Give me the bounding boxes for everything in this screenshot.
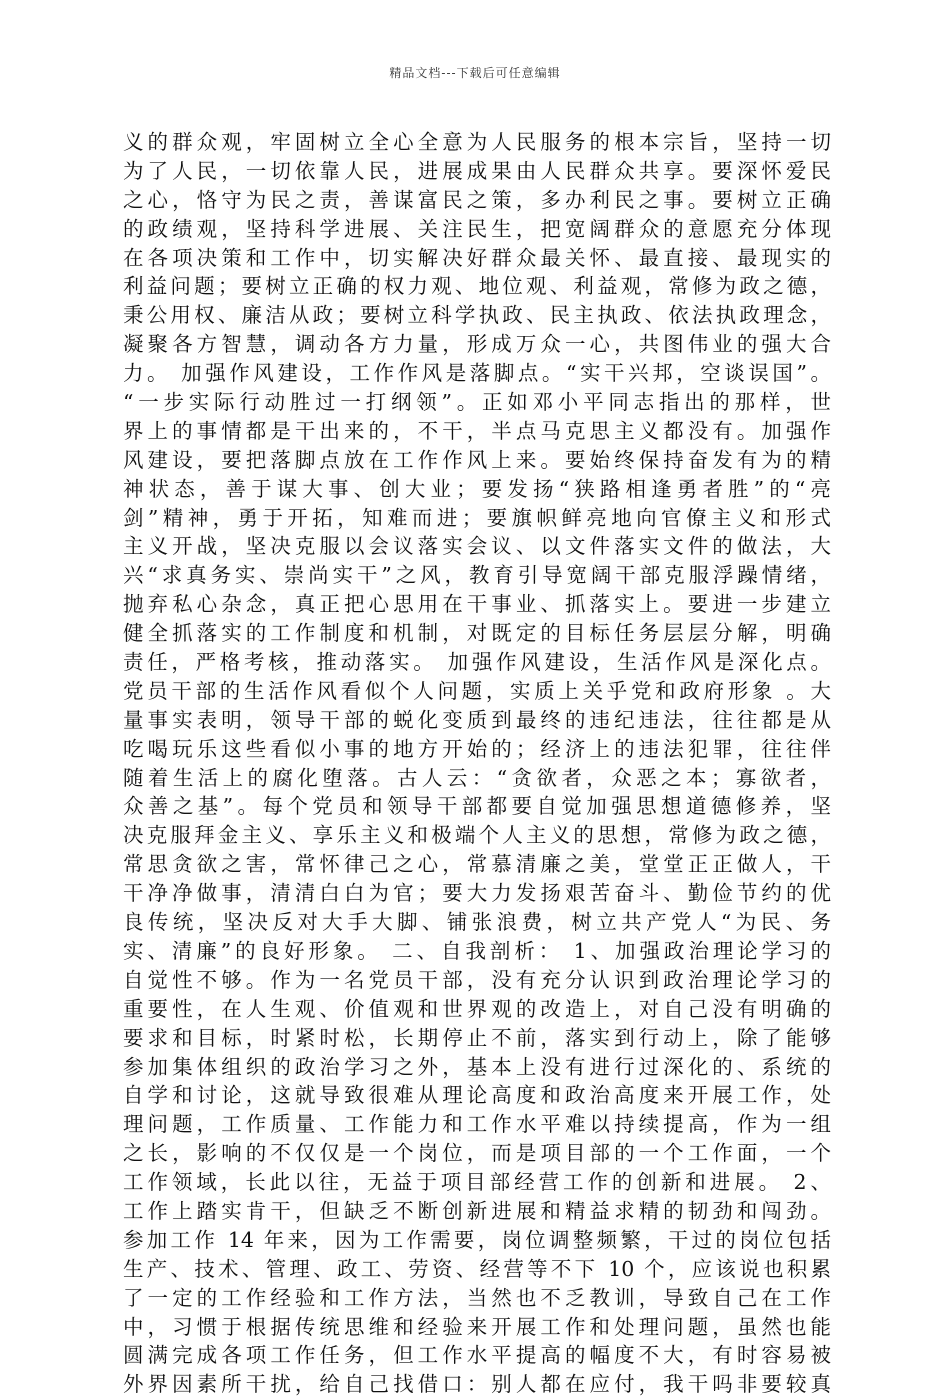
body-line: 凝聚各方智慧，调动各方力量，形成万众一心，共图伟业的强大合 [123,332,831,357]
body-line: “一步实际行动胜过一打纲领”。正如邓小平同志指出的那样，世 [123,390,831,415]
body-line: 要求和目标，时紧时松，长期停止不前，落实到行动上，除了能够 [123,1025,831,1050]
body-line: 自学和讨论，这就导致很难从理论高度和政治高度来开展工作，处 [123,1083,831,1108]
body-line: 之长，影响的不仅仅是一个岗位，而是项目部的一个工作面，一个 [123,1141,831,1166]
body-line: 为了人民，一切依靠人民，进展成果由人民群众共享。要深怀爱民 [123,158,831,183]
body-line: 界上的事情都是干出来的，不干，半点马克思主义都没有。加强作 [123,418,831,443]
body-line: 良传统，坚决反对大手大脚、铺张浪费，树立共产党人“为民、务 [123,910,831,935]
body-line: 自觉性不够。作为一名党员干部，没有充分认识到政治理论学习的 [123,967,831,992]
document-body [123,128,831,1399]
body-line: 中，习惯于根据传统思维和经验来开展工作和处理问题，虽然也能 [123,1314,831,1339]
body-line: 利益问题；要树立正确的权力观、地位观、利益观，常修为政之德， [123,274,831,299]
body-line: 圆满完成各项工作任务，但工作水平提高的幅度不大，有时容易被 [123,1343,831,1368]
body-line: 义的群众观，牢固树立全心全意为人民服务的根本宗旨，坚持一切 [123,130,831,154]
body-line: 工作领域，长此以往，无益于项目部经营工作的创新和进展。 2、 [123,1170,831,1195]
body-line: 生产、技术、管理、政工、劳资、经营等不下 10 个，应该说也积累 [123,1256,831,1281]
body-line: 吃喝玩乐这些看似小事的地方开始的；经济上的违法犯罪，往往伴 [123,736,831,761]
body-line: 重要性，在人生观、价值观和世界观的改造上，对自己没有明确的 [123,996,831,1021]
body-line: 抛弃私心杂念，真正把心思用在干事业、抓落实上。要进一步建立 [123,592,831,617]
body-line: 责任，严格考核，推动落实。 加强作风建设，生活作风是深化点。 [123,650,831,675]
body-line: 剑”精神，勇于开拓，知难而进；要旗帜鲜亮地向官僚主义和形式 [123,505,831,530]
body-line: 量事实表明，领导干部的蜕化变质到最终的违纪违法，往往都是从 [123,707,831,732]
body-line: 风建设，要把落脚点放在工作作风上来。要始终保持奋发有为的精 [123,447,831,472]
body-line: 了一定的工作经验和工作方法，当然也不乏教训，导致自己在工作 [123,1285,831,1310]
body-line: 主义开战，坚决克服以会议落实会议、以文件落实文件的做法，大 [123,534,831,559]
body-line: 在各项决策和工作中，切实解决好群众最关怀、最直接、最现实的 [123,245,831,270]
body-line: 党员干部的生活作风看似个人问题，实质上关乎党和政府形象 。大 [123,678,831,703]
body-line: 的政绩观，坚持科学进展、关注民生，把宽阔群众的意愿充分体现 [123,216,831,241]
body-line: 秉公用权、廉洁从政；要树立科学执政、民主执政、依法执政理念， [123,303,831,328]
body-line: 神状态，善于谋大事、创大业；要发扬“狭路相逢勇者胜”的“亮 [123,476,831,501]
body-line: 常思贪欲之害，常怀律己之心，常慕清廉之美，堂堂正正做人，干 [123,852,831,877]
body-line: 实、清廉”的良好形象。 二、自我剖析： 1、加强政治理论学习的 [123,938,831,963]
body-line: 干净净做事，清清白白为官；要大力发扬艰苦奋斗、勤俭节约的优 [123,881,831,906]
body-line: 外界因素所干扰，给自己找借口：别人都在应付，我干吗非要较真 [123,1372,831,1397]
body-line: 之心，恪守为民之责，善谋富民之策，多办利民之事。要树立正确 [123,187,831,212]
body-line: 参加集体组织的政治学习之外，基本上没有进行过深化的、系统的 [123,1054,831,1079]
body-line: 随着生活上的腐化堕落。古人云：“贪欲者，众恶之本；寡欲者， [123,765,831,790]
body-line: 理问题，工作质量、工作能力和工作水平难以持续提高，作为一组 [123,1112,831,1137]
body-line: 工作上踏实肯干，但缺乏不断创新进展和精益求精的韧劲和闯劲。 [123,1198,831,1223]
body-line: 决克服拜金主义、享乐主义和极端个人主义的思想，常修为政之德， [123,823,831,848]
body-line: 参加工作 14 年来，因为工作需要，岗位调整频繁，干过的岗位包括 [123,1227,831,1252]
page-header: 精品文档---下载后可任意编辑 [389,66,561,80]
body-line: 力。 加强作风建设，工作作风是落脚点。“实干兴邦，空谈误国”。 [123,361,831,386]
body-line: 健全抓落实的工作制度和机制，对既定的目标任务层层分解，明确 [123,621,831,646]
body-line: 兴“求真务实、崇尚实干”之风，教育引导宽阔干部克服浮躁情绪， [123,563,831,588]
body-line: 众善之基”。每个党员和领导干部都要自觉加强思想道德修养，坚 [123,794,831,819]
